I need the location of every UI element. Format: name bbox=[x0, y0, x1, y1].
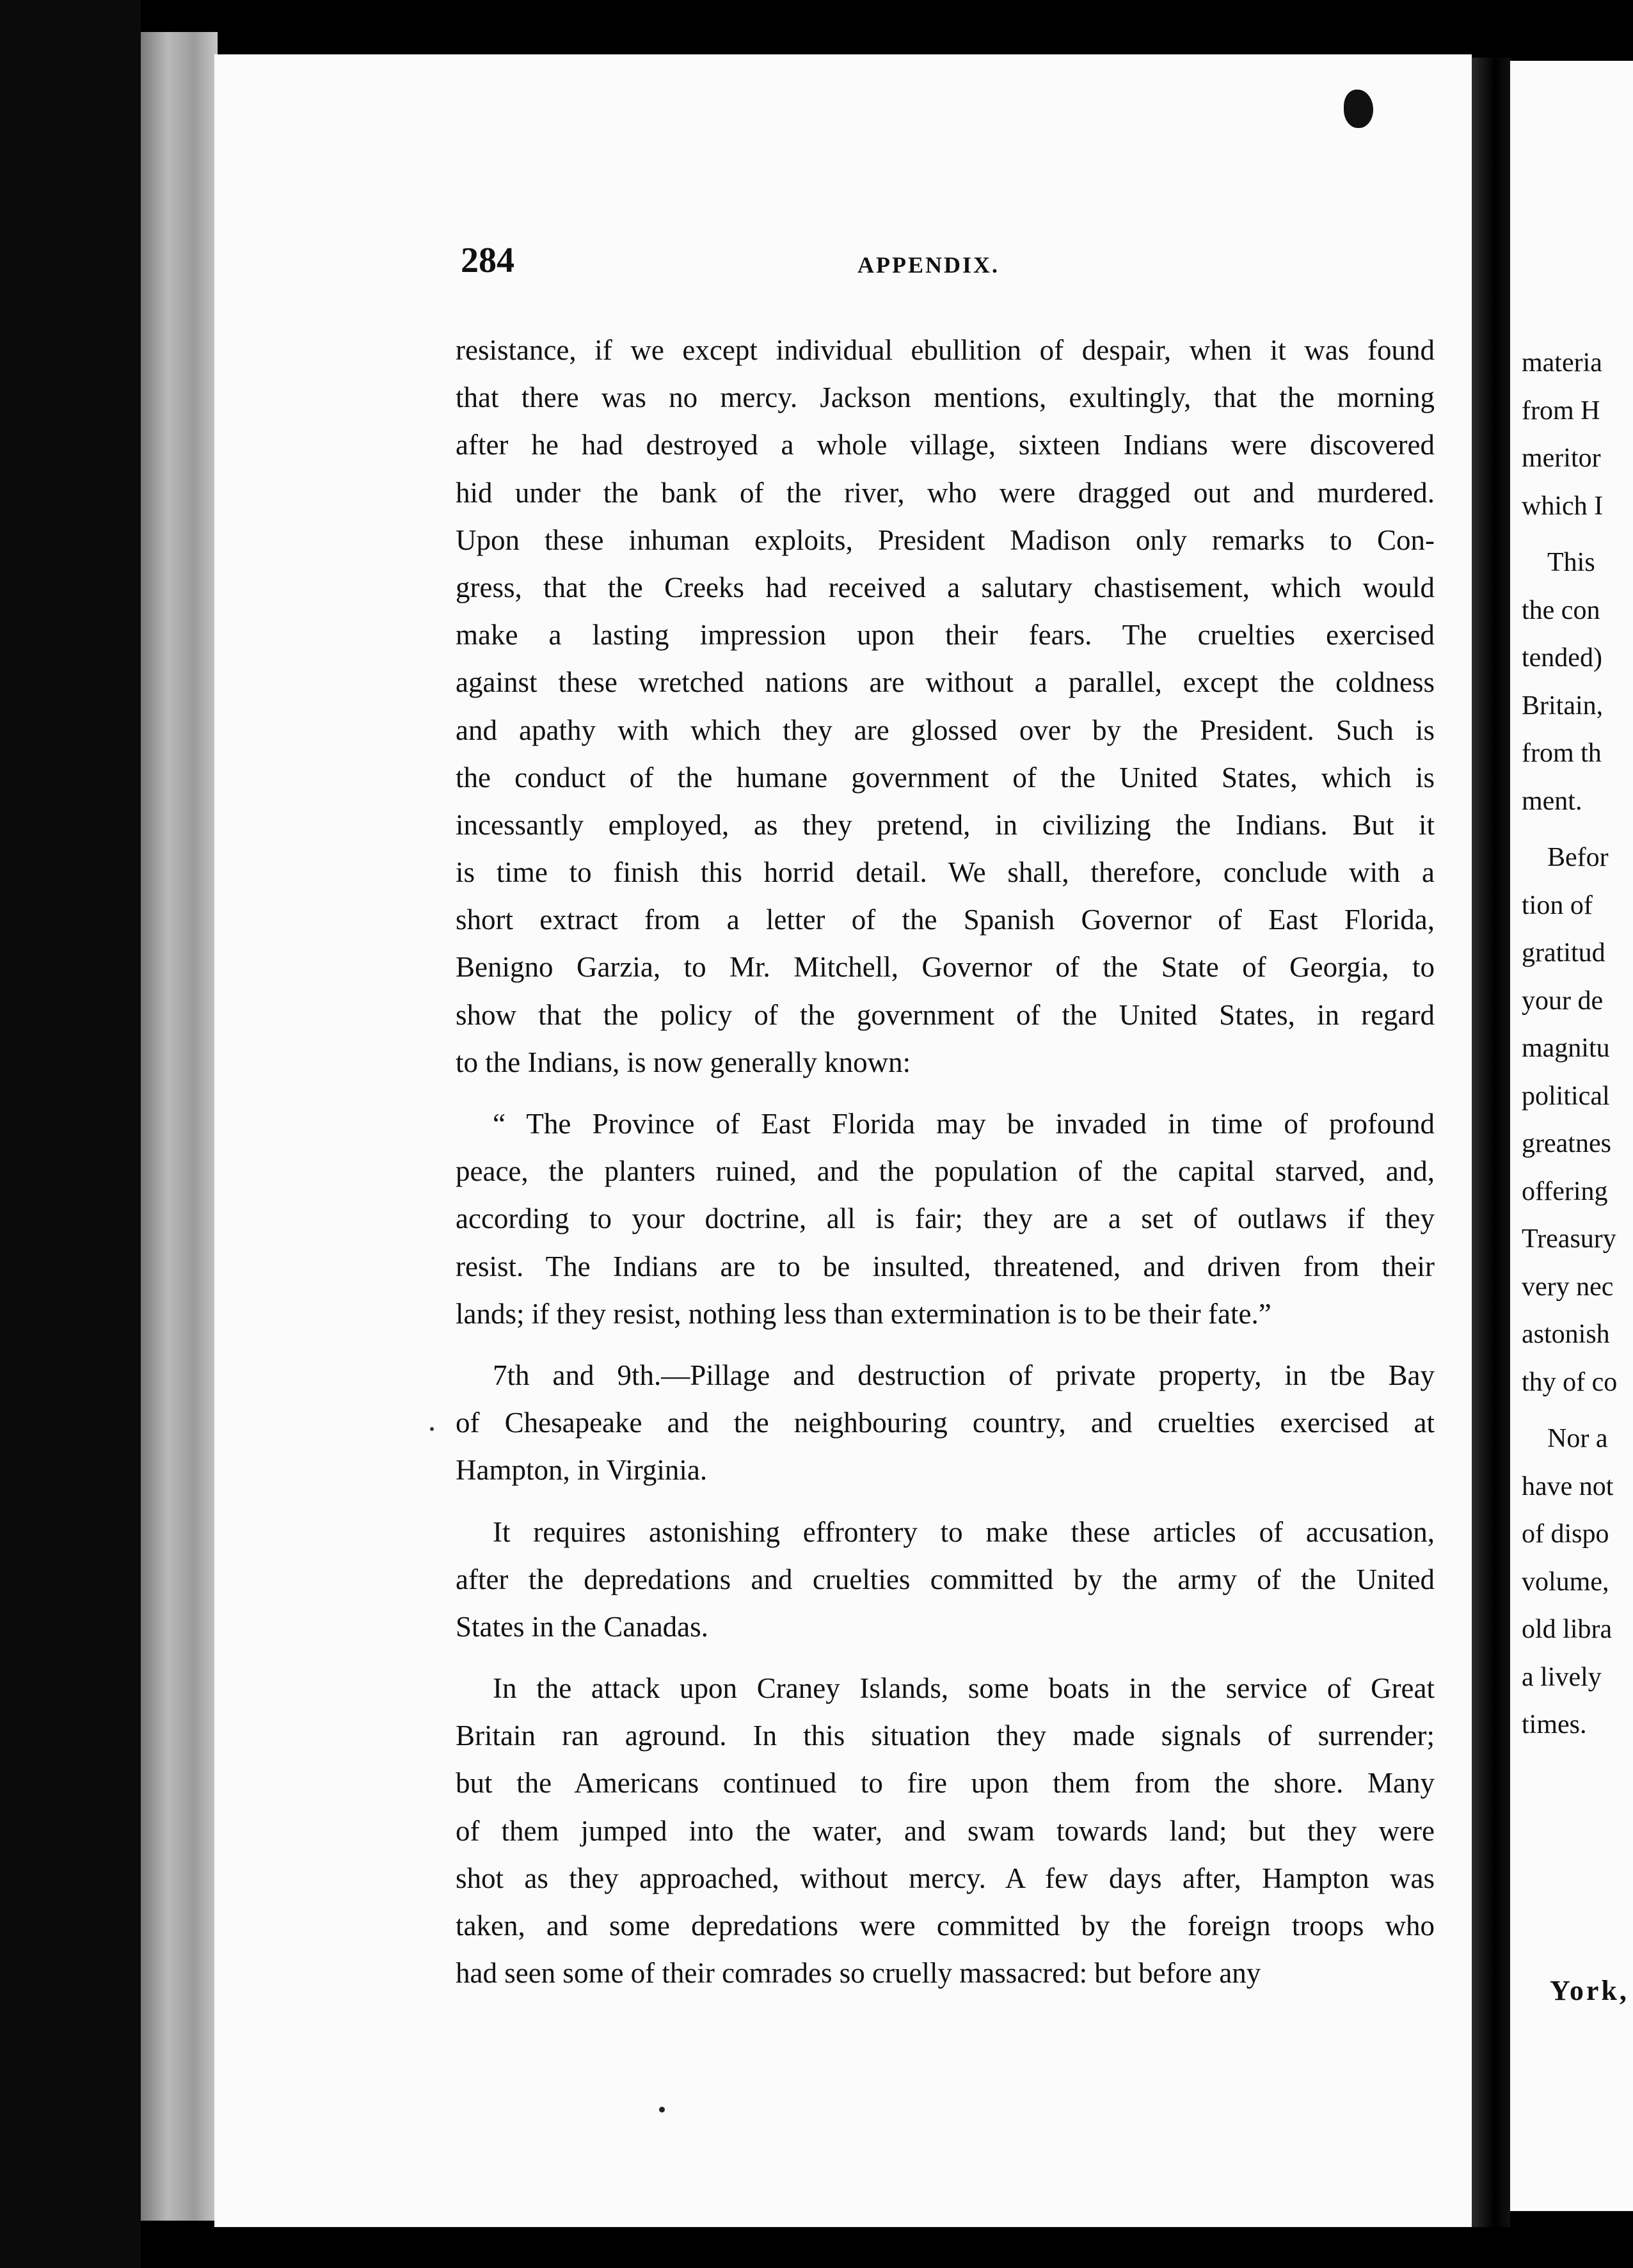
facing-page-line: of dispo bbox=[1522, 1519, 1609, 1549]
text-line: short extract from a letter of the Spanish Governor of East Florida, bbox=[456, 904, 1435, 936]
facing-page-line: offering bbox=[1522, 1176, 1608, 1206]
paragraph-gap bbox=[456, 1494, 1435, 1508]
body-text bbox=[456, 326, 1435, 1997]
text-line: States in the Canadas. bbox=[456, 1610, 708, 1643]
facing-page-line: your de bbox=[1522, 986, 1604, 1016]
text-line: taken, and some depredations were committed by the foreign troops who bbox=[456, 1910, 1435, 1942]
text-line: Benigno Garzia, to Mr. Mitchell, Governor of the State of Georgia, to bbox=[456, 951, 1435, 984]
facing-page-line: magnitu bbox=[1522, 1034, 1610, 1063]
text-line: after he had destroyed a whole village, sixteen Indians were discovered bbox=[456, 429, 1435, 461]
running-head: APPENDIX. bbox=[857, 252, 1000, 278]
text-line: Britain ran aground. In this situation they made signals of surrender; bbox=[456, 1720, 1435, 1752]
paragraph-gap bbox=[456, 1338, 1435, 1352]
text-line: to the Indians, is now generally known: bbox=[456, 1046, 911, 1078]
facing-page-line: greatnes bbox=[1522, 1129, 1611, 1158]
text-line: resist. The Indians are to be insulted, threatened, and driven from their bbox=[456, 1250, 1435, 1282]
facing-page-line: Britain, bbox=[1522, 691, 1604, 721]
text-line: lands; if they resist, nothing less than extermination is to be their fate.” bbox=[456, 1297, 1271, 1330]
page-number: 284 bbox=[461, 241, 514, 280]
text-line: peace, the planters ruined, and the population of the capital starved, and, bbox=[456, 1155, 1435, 1188]
facing-page-line: very nec bbox=[1522, 1272, 1614, 1302]
text-line: according to your doctrine, all is fair; they are a set of outlaws if they bbox=[456, 1202, 1435, 1235]
text-line: 7th and 9th.—Pillage and destruction of private property, in tbe Bay bbox=[493, 1359, 1435, 1391]
text-line: but the Americans continued to fire upon them from the shore. Many bbox=[456, 1767, 1435, 1800]
ink-smudge bbox=[1344, 90, 1373, 128]
facing-page-line: tended) bbox=[1522, 643, 1602, 673]
text-line: against these wretched nations are without a parallel, except the coldness bbox=[456, 666, 1435, 699]
text-line: In the attack upon Craney Islands, some boats in the service of Great bbox=[493, 1672, 1435, 1705]
text-line: resistance, if we except individual ebullition of despair, when it was found bbox=[456, 334, 1435, 366]
text-line: Upon these inhuman exploits, President Madison only remarks to Con- bbox=[456, 523, 1435, 556]
book-spine-edge bbox=[0, 0, 141, 2268]
paragraph bbox=[456, 1352, 1435, 1494]
paragraph bbox=[456, 1508, 1435, 1651]
text-line: shot as they approached, without mercy. A few days after, Hampton was bbox=[456, 1862, 1435, 1894]
paragraph-gap bbox=[456, 1086, 1435, 1100]
ink-speck bbox=[430, 1427, 434, 1431]
text-line: It requires astonishing effrontery to make these articles of accusation, bbox=[493, 1515, 1435, 1548]
facing-page-line: political bbox=[1522, 1081, 1610, 1111]
text-line: of them jumped into the water, and swam towards land; but they were bbox=[456, 1814, 1435, 1847]
facing-page-line: materia bbox=[1522, 348, 1602, 378]
text-line: is time to finish this horrid detail. We shall, therefore, conclude with a bbox=[456, 856, 1435, 889]
facing-page-line: the con bbox=[1522, 595, 1600, 625]
text-line: after the depredations and cruelties committed by the army of the United bbox=[456, 1563, 1435, 1595]
facing-page-line: old libra bbox=[1522, 1615, 1613, 1644]
facing-page-line: which I bbox=[1522, 491, 1604, 521]
facing-page-line: ment. bbox=[1522, 786, 1582, 816]
paragraph-gap bbox=[456, 1650, 1435, 1665]
text-line: “ The Province of East Florida may be invaded in time of profound bbox=[493, 1108, 1435, 1140]
facing-page-line: Befor bbox=[1547, 843, 1609, 872]
page-header bbox=[461, 240, 1433, 291]
facing-page-footer-word: York, bbox=[1550, 1975, 1629, 2006]
ink-speck bbox=[659, 2107, 665, 2112]
text-line: gress, that the Creeks had received a salutary chastisement, which would bbox=[456, 571, 1435, 603]
text-line: and apathy with which they are glossed over by the President. Such is bbox=[456, 714, 1435, 746]
paragraph bbox=[456, 1665, 1435, 1997]
paragraph bbox=[456, 1100, 1435, 1338]
text-line: incessantly employed, as they pretend, in civilizing the Indians. But it bbox=[456, 808, 1435, 841]
facing-page-line: Nor a bbox=[1547, 1424, 1608, 1453]
facing-page-line: gratitud bbox=[1522, 938, 1605, 968]
text-line: hid under the bank of the river, who were dragged out and murdered. bbox=[456, 476, 1435, 509]
facing-page-line: have not bbox=[1522, 1471, 1614, 1501]
text-line: of Chesapeake and the neighbouring country, and cruelties exercised at bbox=[456, 1407, 1435, 1439]
facing-page-line: volume, bbox=[1522, 1567, 1609, 1597]
text-line: had seen some of their comrades so cruelly massacred: but before any bbox=[456, 1957, 1261, 1990]
facing-page-line: from th bbox=[1522, 739, 1602, 768]
paragraph bbox=[456, 326, 1435, 1086]
book-gutter bbox=[1472, 58, 1510, 2227]
facing-page-text bbox=[1522, 339, 1633, 1749]
facing-page-line: times. bbox=[1522, 1710, 1587, 1739]
facing-page-line: thy of co bbox=[1522, 1367, 1618, 1397]
text-line: Hampton, in Virginia. bbox=[456, 1454, 708, 1487]
text-line: make a lasting impression upon their fears. The cruelties exercised bbox=[456, 619, 1435, 651]
text-line: show that the policy of the government of the United States, in regard bbox=[456, 998, 1435, 1031]
facing-page-line: a lively bbox=[1522, 1662, 1602, 1692]
text-line: the conduct of the humane government of the United States, which is bbox=[456, 761, 1435, 794]
page-edges bbox=[141, 32, 218, 2221]
facing-page-line: tion of bbox=[1522, 890, 1593, 920]
facing-page-line: astonish bbox=[1522, 1320, 1610, 1349]
facing-page-line: meritor bbox=[1522, 443, 1601, 473]
facing-page-line: from H bbox=[1522, 395, 1600, 426]
facing-page-line: This bbox=[1547, 548, 1595, 577]
facing-page-line: Treasury bbox=[1522, 1224, 1616, 1254]
text-line: that there was no mercy. Jackson mentions, exultingly, that the morning bbox=[456, 381, 1435, 414]
